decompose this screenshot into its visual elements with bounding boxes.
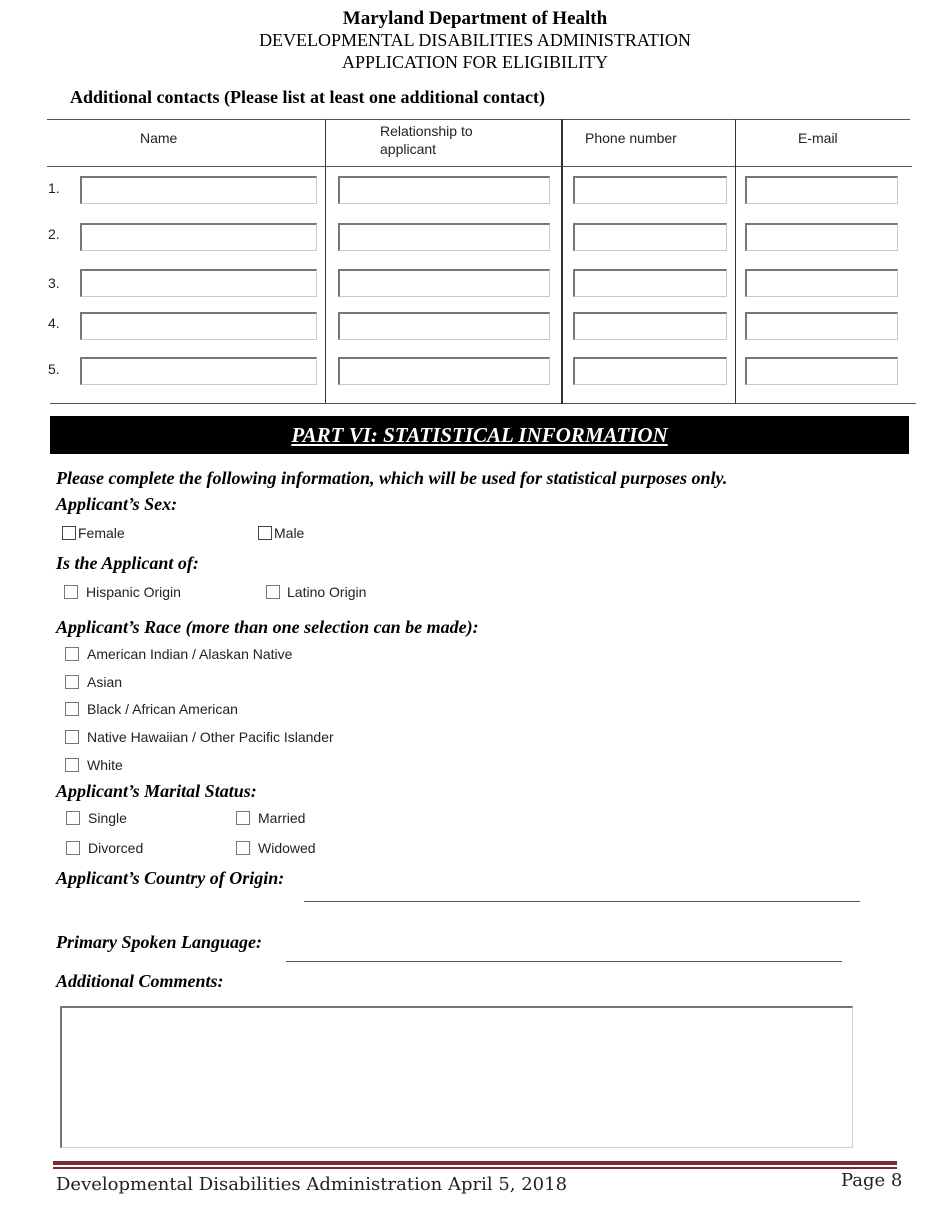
footer-text: Developmental Disabilities Administration April 5, 2018 (56, 1174, 568, 1195)
contact-name-input[interactable] (80, 176, 317, 204)
row-number: 4. (48, 315, 60, 331)
contact-phone-input[interactable] (573, 223, 727, 251)
table-divider (561, 119, 563, 404)
female-label: Female (78, 525, 125, 541)
contact-relationship-input[interactable] (338, 312, 550, 340)
race-checkbox[interactable] (65, 730, 79, 744)
hispanic-label: Hispanic Origin (86, 584, 181, 600)
marital-single-option[interactable] (66, 810, 127, 826)
race-option-label: American Indian / Alaskan Native (87, 646, 293, 662)
contacts-section-title: Additional contacts (Please list at least one additional contact) (70, 87, 545, 107)
race-option[interactable] (65, 729, 334, 745)
latino-checkbox[interactable] (266, 585, 280, 599)
row-number: 1. (48, 180, 60, 196)
married-label: Married (258, 810, 306, 826)
marital-widowed-option[interactable] (236, 840, 316, 856)
agency-title: Maryland Department of Health (342, 8, 608, 29)
marital-divorced-option[interactable] (66, 840, 143, 856)
divorced-label: Divorced (88, 840, 144, 856)
widowed-checkbox[interactable] (236, 841, 250, 855)
race-option[interactable] (65, 757, 123, 773)
single-checkbox[interactable] (66, 811, 80, 825)
contact-email-input[interactable] (745, 357, 898, 385)
contact-relationship-input[interactable] (338, 357, 550, 385)
sex-male-option[interactable] (258, 525, 304, 541)
comments-label: Additional Comments: (56, 971, 224, 991)
race-option[interactable] (65, 701, 238, 717)
marital-married-option[interactable] (236, 810, 305, 826)
single-label: Single (88, 810, 127, 826)
race-option-label: Black / African American (87, 701, 238, 717)
table-top-rule (47, 119, 910, 120)
column-header-email: E-mail (798, 130, 838, 146)
married-checkbox[interactable] (236, 811, 250, 825)
hispanic-checkbox[interactable] (64, 585, 78, 599)
footer-rule (53, 1167, 897, 1169)
administration-title: DEVELOPMENTAL DISABILITIES ADMINISTRATION (259, 30, 691, 50)
table-bottom-rule (50, 403, 916, 404)
column-header-relationship-line1: Relationship to (380, 123, 473, 139)
table-divider (325, 119, 326, 403)
latino-origin-option[interactable] (266, 584, 366, 600)
race-checkbox[interactable] (65, 702, 79, 716)
table-header-rule (47, 166, 912, 167)
contact-phone-input[interactable] (573, 357, 727, 385)
sex-female-option[interactable] (62, 525, 125, 541)
hispanic-origin-option[interactable] (64, 584, 181, 600)
divorced-checkbox[interactable] (66, 841, 80, 855)
contact-email-input[interactable] (745, 269, 898, 297)
widowed-label: Widowed (258, 840, 316, 856)
contact-name-input[interactable] (80, 223, 317, 251)
language-label: Primary Spoken Language: (56, 932, 263, 952)
column-header-relationship-line2: applicant (380, 141, 437, 157)
contact-email-input[interactable] (745, 176, 898, 204)
comments-textarea[interactable] (60, 1006, 853, 1148)
race-option[interactable] (65, 646, 292, 662)
race-label: Applicant’s Race (more than one selection can be made): (56, 617, 479, 637)
contact-phone-input[interactable] (573, 312, 727, 340)
race-checkbox[interactable] (65, 758, 79, 772)
language-underline (286, 961, 842, 962)
race-option[interactable] (65, 674, 122, 690)
row-number: 5. (48, 361, 60, 377)
column-header-name: Name (140, 130, 178, 146)
race-option-label: Native Hawaiian / Other Pacific Islander (87, 729, 334, 745)
contact-name-input[interactable] (80, 357, 317, 385)
contact-phone-input[interactable] (573, 269, 727, 297)
race-checkbox[interactable] (65, 675, 79, 689)
column-header-relationship (380, 122, 473, 158)
contact-email-input[interactable] (745, 223, 898, 251)
form-title: APPLICATION FOR ELIGIBILITY (342, 52, 608, 72)
male-checkbox[interactable] (258, 526, 272, 540)
contact-name-input[interactable] (80, 269, 317, 297)
race-option-label: White (87, 757, 123, 773)
contact-relationship-input[interactable] (338, 223, 550, 251)
part6-intro: Please complete the following information, which will be used for statistical purposes only. (56, 468, 728, 488)
page-number: Page 8 (841, 1170, 903, 1191)
table-divider (735, 119, 736, 403)
marital-label: Applicant’s Marital Status: (56, 781, 257, 801)
latino-label: Latino Origin (287, 584, 367, 600)
column-header-phone: Phone number (585, 130, 677, 146)
contact-phone-input[interactable] (573, 176, 727, 204)
male-label: Male (274, 525, 305, 541)
contact-email-input[interactable] (745, 312, 898, 340)
race-option-label: Asian (87, 674, 123, 690)
race-checkbox[interactable] (65, 647, 79, 661)
country-label: Applicant’s Country of Origin: (56, 868, 285, 888)
female-checkbox[interactable] (62, 526, 76, 540)
row-number: 2. (48, 226, 60, 242)
row-number: 3. (48, 275, 60, 291)
origin-label: Is the Applicant of: (56, 553, 199, 573)
country-underline (304, 901, 860, 902)
contact-name-input[interactable] (80, 312, 317, 340)
footer-rule (53, 1161, 897, 1165)
sex-label: Applicant’s Sex: (56, 494, 178, 514)
part6-banner: PART VI: STATISTICAL INFORMATION (50, 416, 909, 454)
contact-relationship-input[interactable] (338, 269, 550, 297)
contact-relationship-input[interactable] (338, 176, 550, 204)
